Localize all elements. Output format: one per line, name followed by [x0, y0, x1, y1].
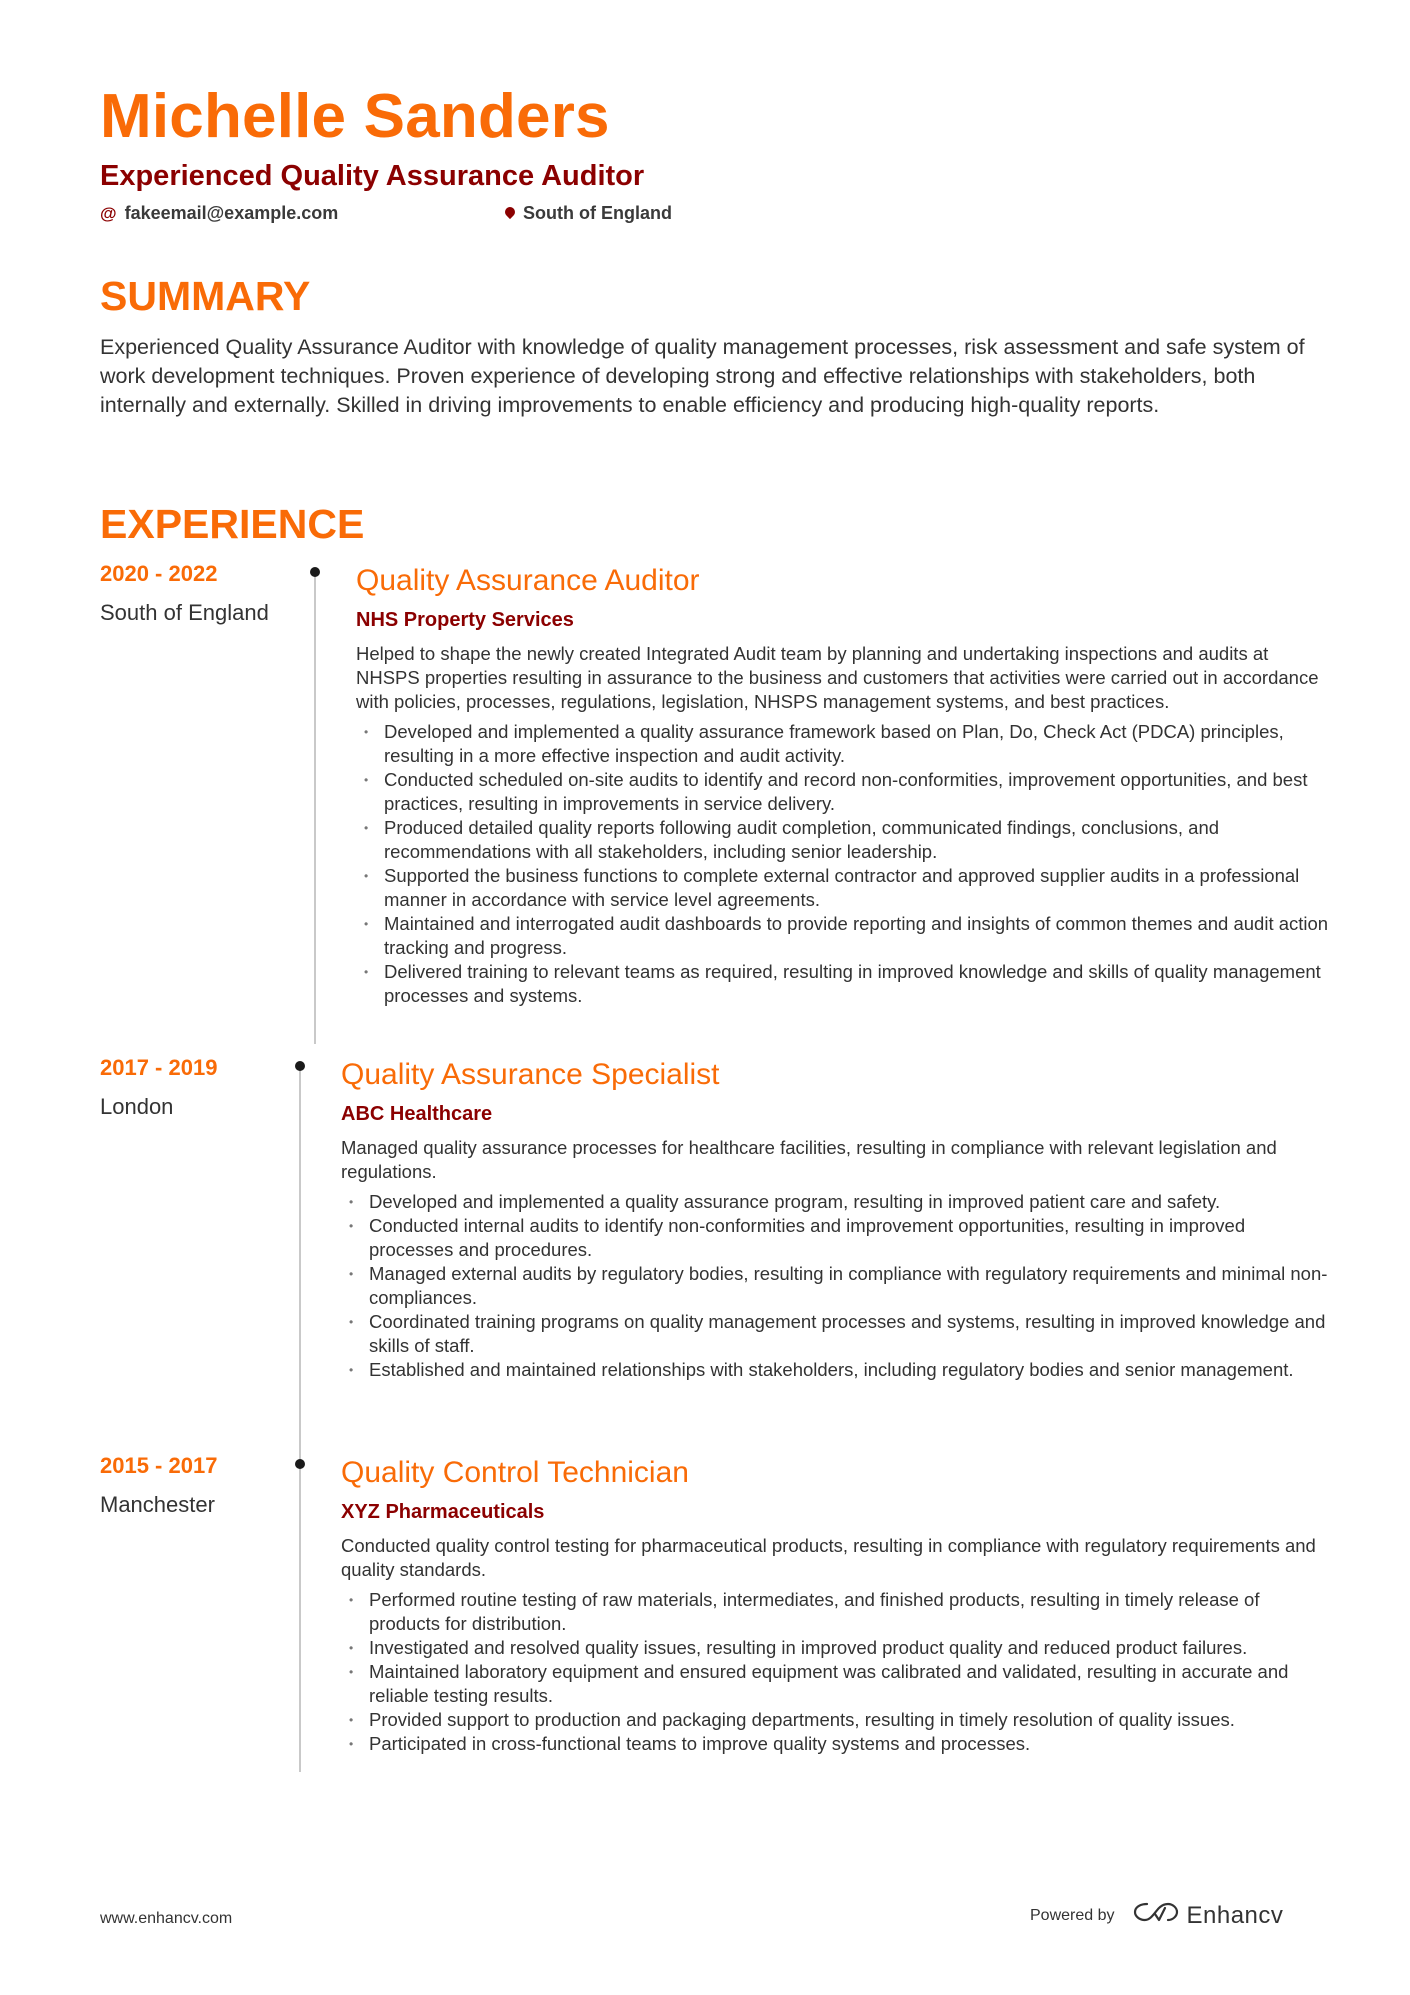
bullet-item: • Developed and implemented a quality assurance program, resulting in improved patient care and safety. — [341, 1190, 1331, 1214]
candidate-name: Michelle Sanders — [100, 82, 610, 151]
summary-text: Experienced Quality Assurance Auditor with knowledge of quality management processes, risk assessment and safe system of work development techniques. Proven experience of developing strong and effective relationships with stakeholders, both internally and externally. Skilled in driving improvements to enable efficiency and producing high-quality reports. — [100, 335, 1305, 417]
bullet-item: • Performed routine testing of raw materials, intermediates, and finished products, resulting in timely release of products for distribution. — [341, 1588, 1331, 1636]
bullet-item: • Produced detailed quality reports following audit completion, communicated findings, conclusions, and recommendations with all stakeholders, including senior leadership. — [356, 816, 1331, 864]
timeline-dot — [310, 567, 320, 577]
timeline-line-1 — [314, 572, 316, 1044]
powered-by-label: Powered by — [1030, 1906, 1115, 1924]
job-location: South of England — [100, 600, 269, 625]
brand-name: Enhancv — [1186, 1901, 1284, 1929]
timeline-dot — [295, 1061, 305, 1071]
job-location: London — [100, 1094, 174, 1119]
job-period: 2020 - 2022 — [100, 561, 218, 586]
job-title: Quality Assurance Specialist — [341, 1058, 720, 1091]
contact-email[interactable] — [100, 204, 338, 222]
job-title: Quality Control Technician — [341, 1456, 689, 1489]
enhancv-logo-icon — [1133, 1900, 1179, 1931]
location-text: South of England — [523, 203, 672, 223]
bullet-item: • Coordinated training programs on quality management processes and systems, resulting in improved knowledge and skills of staff. — [341, 1310, 1331, 1358]
timeline-line-2 — [299, 1064, 301, 1772]
summary-heading: SUMMARY — [100, 273, 311, 319]
bullet-item: • Provided support to production and packaging departments, resulting in timely resolution of quality issues. — [341, 1708, 1331, 1732]
enhancv-brand[interactable] — [1133, 1900, 1284, 1931]
bullet-item: • Delivered training to relevant teams as required, resulting in improved knowledge and skills of quality management processes and systems. — [356, 960, 1331, 1008]
job-bullets — [341, 1588, 1331, 1756]
bullet-item: • Managed external audits by regulatory bodies, resulting in compliance with regulatory requirements and minimal non-compliances. — [341, 1262, 1331, 1310]
footer-website[interactable]: www.enhancv.com — [100, 1910, 233, 1927]
job-entry — [356, 566, 1331, 1008]
bullet-item: • Supported the business functions to complete external contractor and approved supplier audits in a professional manner in accordance with service level agreements. — [356, 864, 1331, 912]
job-period: 2017 - 2019 — [100, 1055, 218, 1080]
bullet-item: • Maintained laboratory equipment and ensured equipment was calibrated and validated, resulting in accurate and reliable testing results. — [341, 1660, 1331, 1708]
experience-heading: EXPERIENCE — [100, 501, 365, 547]
job-company: XYZ Pharmaceuticals — [341, 1501, 545, 1523]
bullet-item: • Investigated and resolved quality issues, resulting in improved product quality and reduced product failures. — [341, 1636, 1331, 1660]
job-description: Managed quality assurance processes for healthcare facilities, resulting in compliance with relevant legislation and regulations. — [341, 1137, 1277, 1182]
bullet-item: • Participated in cross-functional teams to improve quality systems and processes. — [341, 1732, 1331, 1756]
job-period: 2015 - 2017 — [100, 1453, 218, 1478]
candidate-title: Experienced Quality Assurance Auditor — [100, 160, 645, 192]
email-text: fakeemail@example.com — [124, 203, 339, 223]
job-entry — [341, 1060, 1331, 1382]
bullet-item: • Conducted internal audits to identify non-conformities and improvement opportunities, resulting in improved processes and procedures. — [341, 1214, 1331, 1262]
footer-branding — [1030, 1900, 1283, 1931]
job-entry — [341, 1458, 1331, 1756]
bullet-item: • Maintained and interrogated audit dashboards to provide reporting and insights of common themes and audit action tracking and progress. — [356, 912, 1331, 960]
job-company: ABC Healthcare — [341, 1103, 493, 1125]
job-description: Conducted quality control testing for pharmaceutical products, resulting in compliance with regulatory requirements and quality standards. — [341, 1535, 1316, 1580]
location-pin-icon — [503, 205, 517, 219]
job-location: Manchester — [100, 1492, 215, 1517]
bullet-item: • Developed and implemented a quality assurance framework based on Plan, Do, Check Act (PDCA) principles, resulting in a more effective inspection and audit activity. — [356, 720, 1331, 768]
job-description: Helped to shape the newly created Integrated Audit team by planning and undertaking inspections and audits at NHSPS properties resulting in assurance to the business and customers that activities were carried out in accordance with policies, processes, regulations, legislation, NHSPS management systems, and best practices. — [356, 643, 1319, 712]
at-icon: @ — [100, 203, 117, 223]
bullet-item: • Established and maintained relationships with stakeholders, including regulatory bodies and senior management. — [341, 1358, 1331, 1382]
contact-location — [505, 204, 672, 222]
job-bullets — [341, 1190, 1331, 1382]
timeline-dot — [295, 1459, 305, 1469]
job-company: NHS Property Services — [356, 609, 574, 631]
job-title: Quality Assurance Auditor — [356, 564, 700, 597]
job-bullets — [356, 720, 1331, 1008]
bullet-item: • Conducted scheduled on-site audits to identify and record non-conformities, improvement opportunities, and best practices, resulting in improvements in service delivery. — [356, 768, 1331, 816]
